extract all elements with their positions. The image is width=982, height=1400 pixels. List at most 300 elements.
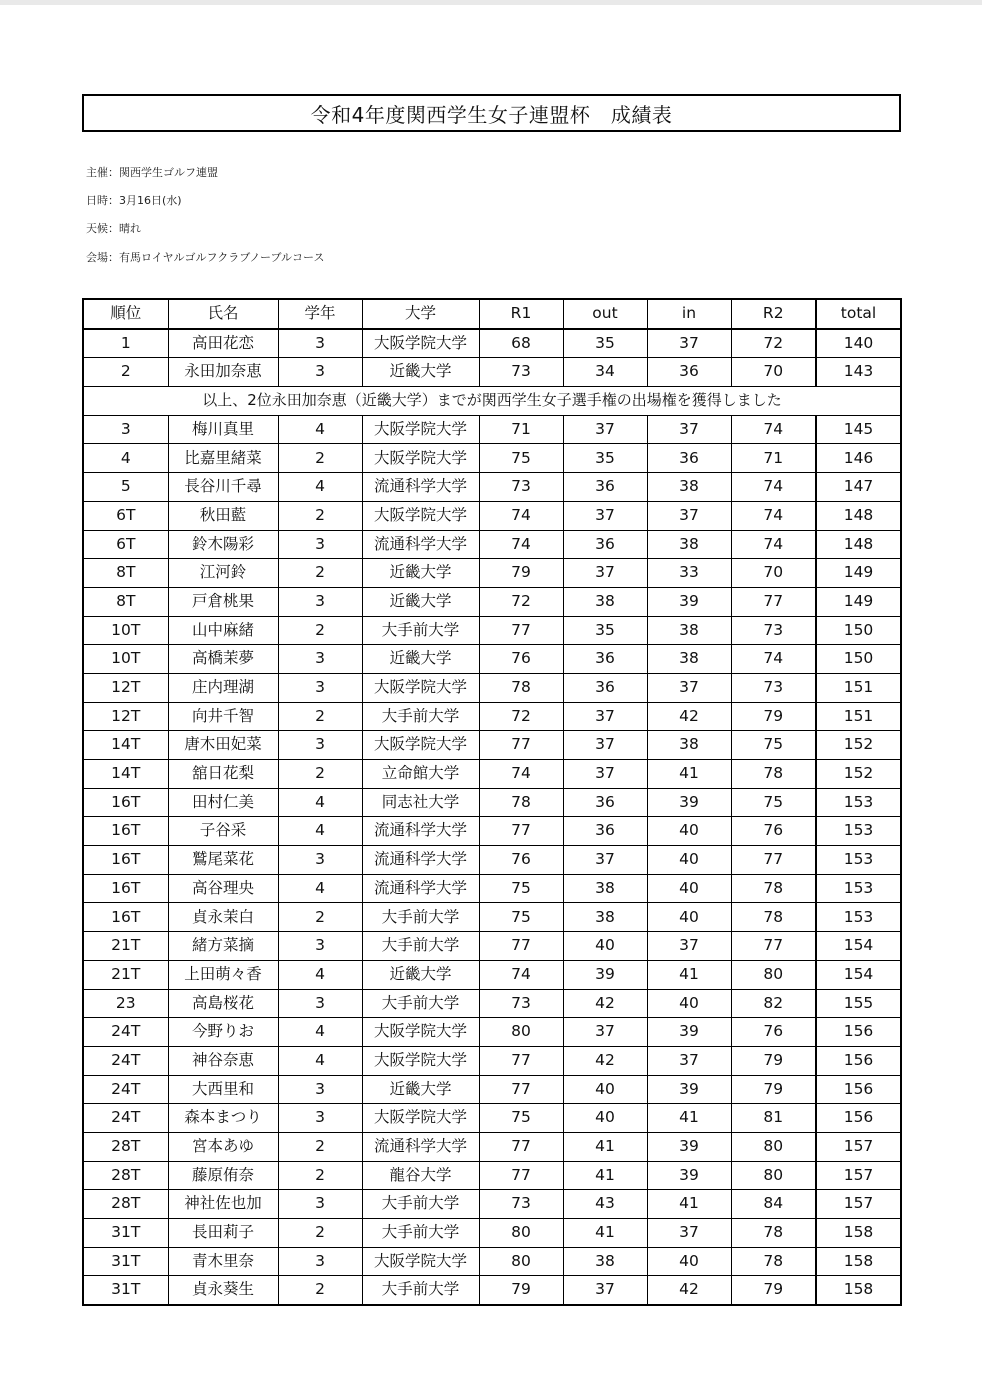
r1-cell: 77: [479, 731, 563, 760]
rank-cell: 10T: [83, 645, 168, 674]
in-cell: 41: [647, 1104, 731, 1133]
r2-cell: 80: [731, 960, 816, 989]
in-cell: 39: [647, 1018, 731, 1047]
rank-cell: 4: [83, 444, 168, 473]
r1-cell: 79: [479, 1276, 563, 1305]
grade-cell: 3: [278, 989, 362, 1018]
organizer-line: 主催：関西学生ゴルフ連盟: [86, 166, 218, 179]
grade-cell: 2: [278, 903, 362, 932]
total-cell: 158: [816, 1247, 901, 1276]
r1-cell: 74: [479, 530, 563, 559]
name-cell: 秋田藍: [168, 501, 278, 530]
rank-cell: 2: [83, 358, 168, 387]
grade-cell: 4: [278, 788, 362, 817]
in-cell: 38: [647, 731, 731, 760]
university-cell: 龍谷大学: [362, 1161, 479, 1190]
university-cell: 流通科学大学: [362, 473, 479, 502]
grade-cell: 3: [278, 587, 362, 616]
in-cell: 40: [647, 1247, 731, 1276]
in-cell: 40: [647, 817, 731, 846]
out-cell: 37: [563, 731, 647, 760]
r2-cell: 74: [731, 645, 816, 674]
r1-cell: 75: [479, 444, 563, 473]
name-cell: 大西里和: [168, 1075, 278, 1104]
grade-cell: 3: [278, 530, 362, 559]
table-row: [83, 415, 901, 444]
table-row: [83, 473, 901, 502]
table-header: [83, 299, 901, 329]
total-cell: 151: [816, 702, 901, 731]
university-cell: 大手前大学: [362, 1190, 479, 1219]
grade-cell: 3: [278, 1104, 362, 1133]
name-cell: 長田莉子: [168, 1219, 278, 1248]
total-cell: 158: [816, 1276, 901, 1305]
out-cell: 40: [563, 1075, 647, 1104]
in-cell: 40: [647, 874, 731, 903]
r2-cell: 82: [731, 989, 816, 1018]
in-cell: 39: [647, 587, 731, 616]
grade-cell: 4: [278, 473, 362, 502]
in-cell: 37: [647, 501, 731, 530]
total-cell: 156: [816, 1104, 901, 1133]
rank-cell: 28T: [83, 1132, 168, 1161]
total-cell: 149: [816, 559, 901, 588]
r1-cell: 76: [479, 846, 563, 875]
total-cell: 155: [816, 989, 901, 1018]
r2-cell: 72: [731, 329, 816, 358]
university-cell: 流通科学大学: [362, 874, 479, 903]
r2-cell: 74: [731, 415, 816, 444]
r1-cell: 80: [479, 1219, 563, 1248]
r2-cell: 74: [731, 473, 816, 502]
out-cell: 42: [563, 1046, 647, 1075]
header-out: out: [563, 299, 647, 329]
name-cell: 藤原侑奈: [168, 1161, 278, 1190]
out-cell: 37: [563, 760, 647, 789]
table-row: [83, 731, 901, 760]
university-cell: 大手前大学: [362, 989, 479, 1018]
rank-cell: 23: [83, 989, 168, 1018]
university-cell: 近畿大学: [362, 1075, 479, 1104]
university-cell: 大阪学院大学: [362, 1247, 479, 1276]
table-row: [83, 846, 901, 875]
total-cell: 153: [816, 874, 901, 903]
university-cell: 大阪学院大学: [362, 731, 479, 760]
name-cell: 緒方菜摘: [168, 932, 278, 961]
university-cell: 大手前大学: [362, 702, 479, 731]
rank-cell: 10T: [83, 616, 168, 645]
header-r2: R2: [731, 299, 816, 329]
out-cell: 36: [563, 817, 647, 846]
total-cell: 148: [816, 530, 901, 559]
r2-cell: 78: [731, 874, 816, 903]
rank-cell: 16T: [83, 817, 168, 846]
total-cell: 140: [816, 329, 901, 358]
rank-cell: 31T: [83, 1247, 168, 1276]
rank-cell: 24T: [83, 1075, 168, 1104]
r2-cell: 78: [731, 760, 816, 789]
table-row: [83, 1046, 901, 1075]
rank-cell: 8T: [83, 559, 168, 588]
table-row: [83, 989, 901, 1018]
table-row: [83, 559, 901, 588]
rank-cell: 14T: [83, 731, 168, 760]
r1-cell: 73: [479, 1190, 563, 1219]
table-row: [83, 501, 901, 530]
name-cell: 子谷采: [168, 817, 278, 846]
total-cell: 148: [816, 501, 901, 530]
table-row: [83, 1276, 901, 1305]
r1-cell: 75: [479, 903, 563, 932]
qualification-note-group: [83, 387, 901, 416]
grade-cell: 2: [278, 501, 362, 530]
header-university: 大学: [362, 299, 479, 329]
r2-cell: 73: [731, 616, 816, 645]
grade-cell: 2: [278, 702, 362, 731]
university-cell: 大阪学院大学: [362, 1046, 479, 1075]
table-row: [83, 587, 901, 616]
r1-cell: 72: [479, 587, 563, 616]
university-cell: 大手前大学: [362, 903, 479, 932]
table-row: [83, 1190, 901, 1219]
header-rank: 順位: [83, 299, 168, 329]
table-row: [83, 960, 901, 989]
in-cell: 42: [647, 1276, 731, 1305]
name-cell: 永田加奈恵: [168, 358, 278, 387]
in-cell: 38: [647, 530, 731, 559]
r1-cell: 78: [479, 673, 563, 702]
r1-cell: 71: [479, 415, 563, 444]
total-cell: 157: [816, 1132, 901, 1161]
rank-cell: 6T: [83, 501, 168, 530]
university-cell: 立命館大学: [362, 760, 479, 789]
r2-cell: 79: [731, 702, 816, 731]
in-cell: 36: [647, 444, 731, 473]
results-table: [82, 298, 902, 1306]
rank-cell: 16T: [83, 903, 168, 932]
header-in: in: [647, 299, 731, 329]
table-row: [83, 874, 901, 903]
grade-cell: 2: [278, 1276, 362, 1305]
out-cell: 41: [563, 1132, 647, 1161]
total-cell: 154: [816, 932, 901, 961]
grade-cell: 3: [278, 1075, 362, 1104]
grade-cell: 2: [278, 1132, 362, 1161]
out-cell: 37: [563, 1018, 647, 1047]
grade-cell: 3: [278, 1247, 362, 1276]
rank-cell: 21T: [83, 932, 168, 961]
table-row: [83, 932, 901, 961]
out-cell: 38: [563, 1247, 647, 1276]
r1-cell: 77: [479, 1046, 563, 1075]
r2-cell: 70: [731, 358, 816, 387]
table-row: [83, 530, 901, 559]
in-cell: 33: [647, 559, 731, 588]
r2-cell: 73: [731, 673, 816, 702]
r1-cell: 72: [479, 702, 563, 731]
rank-cell: 16T: [83, 846, 168, 875]
name-cell: 山中麻緒: [168, 616, 278, 645]
rank-cell: 5: [83, 473, 168, 502]
rank-cell: 24T: [83, 1018, 168, 1047]
table-row: [83, 702, 901, 731]
in-cell: 37: [647, 932, 731, 961]
r1-cell: 80: [479, 1247, 563, 1276]
header-grade: 学年: [278, 299, 362, 329]
university-cell: 同志社大学: [362, 788, 479, 817]
header-row: [83, 299, 901, 329]
in-cell: 37: [647, 415, 731, 444]
name-cell: 神谷奈恵: [168, 1046, 278, 1075]
university-cell: 流通科学大学: [362, 846, 479, 875]
out-cell: 38: [563, 587, 647, 616]
top-edge: [0, 0, 982, 5]
rank-cell: 3: [83, 415, 168, 444]
rank-cell: 12T: [83, 702, 168, 731]
total-cell: 153: [816, 817, 901, 846]
r1-cell: 77: [479, 1075, 563, 1104]
in-cell: 37: [647, 1046, 731, 1075]
name-cell: 戸倉桃果: [168, 587, 278, 616]
r2-cell: 76: [731, 817, 816, 846]
out-cell: 35: [563, 329, 647, 358]
r2-cell: 79: [731, 1046, 816, 1075]
name-cell: 高橋茉夢: [168, 645, 278, 674]
university-cell: 大阪学院大学: [362, 673, 479, 702]
r2-cell: 77: [731, 932, 816, 961]
grade-cell: 2: [278, 444, 362, 473]
rank-cell: 14T: [83, 760, 168, 789]
name-cell: 比嘉里緒菜: [168, 444, 278, 473]
grade-cell: 4: [278, 415, 362, 444]
r2-cell: 79: [731, 1276, 816, 1305]
total-cell: 157: [816, 1190, 901, 1219]
in-cell: 40: [647, 846, 731, 875]
grade-cell: 3: [278, 1190, 362, 1219]
r2-cell: 79: [731, 1075, 816, 1104]
r1-cell: 77: [479, 1161, 563, 1190]
name-cell: 田村仁美: [168, 788, 278, 817]
r1-cell: 73: [479, 473, 563, 502]
r2-cell: 71: [731, 444, 816, 473]
table-row: [83, 358, 901, 387]
r1-cell: 74: [479, 501, 563, 530]
out-cell: 37: [563, 559, 647, 588]
university-cell: 大阪学院大学: [362, 1104, 479, 1133]
r2-cell: 74: [731, 530, 816, 559]
rank-cell: 28T: [83, 1161, 168, 1190]
weather-line: 天候：晴れ: [86, 222, 141, 235]
total-cell: 152: [816, 760, 901, 789]
r1-cell: 76: [479, 645, 563, 674]
in-cell: 39: [647, 1132, 731, 1161]
total-cell: 145: [816, 415, 901, 444]
table-row: [83, 1104, 901, 1133]
table-row: [83, 1219, 901, 1248]
total-cell: 154: [816, 960, 901, 989]
in-cell: 38: [647, 616, 731, 645]
table-row: [83, 1161, 901, 1190]
out-cell: 43: [563, 1190, 647, 1219]
rank-cell: 16T: [83, 874, 168, 903]
name-cell: 宮本あゆ: [168, 1132, 278, 1161]
rank-cell: 31T: [83, 1276, 168, 1305]
rank-cell: 1: [83, 329, 168, 358]
r2-cell: 77: [731, 587, 816, 616]
r2-cell: 80: [731, 1132, 816, 1161]
in-cell: 40: [647, 903, 731, 932]
in-cell: 41: [647, 960, 731, 989]
rank-cell: 16T: [83, 788, 168, 817]
out-cell: 41: [563, 1161, 647, 1190]
total-cell: 151: [816, 673, 901, 702]
out-cell: 40: [563, 1104, 647, 1133]
r2-cell: 76: [731, 1018, 816, 1047]
out-cell: 35: [563, 444, 647, 473]
table-row: [83, 1075, 901, 1104]
total-cell: 149: [816, 587, 901, 616]
university-cell: 大阪学院大学: [362, 444, 479, 473]
name-cell: 唐木田妃菜: [168, 731, 278, 760]
total-cell: 147: [816, 473, 901, 502]
table-row: [83, 760, 901, 789]
r1-cell: 75: [479, 874, 563, 903]
out-cell: 41: [563, 1219, 647, 1248]
out-cell: 40: [563, 932, 647, 961]
in-cell: 42: [647, 702, 731, 731]
out-cell: 37: [563, 1276, 647, 1305]
table-row: [83, 1247, 901, 1276]
name-cell: 森本まつり: [168, 1104, 278, 1133]
total-cell: 143: [816, 358, 901, 387]
name-cell: 貞永葵生: [168, 1276, 278, 1305]
rank-cell: 24T: [83, 1104, 168, 1133]
in-cell: 40: [647, 989, 731, 1018]
grade-cell: 2: [278, 760, 362, 789]
grade-cell: 4: [278, 960, 362, 989]
r2-cell: 74: [731, 501, 816, 530]
total-cell: 153: [816, 846, 901, 875]
grade-cell: 3: [278, 846, 362, 875]
out-cell: 39: [563, 960, 647, 989]
out-cell: 34: [563, 358, 647, 387]
r1-cell: 77: [479, 817, 563, 846]
university-cell: 流通科学大学: [362, 530, 479, 559]
rank-cell: 6T: [83, 530, 168, 559]
out-cell: 36: [563, 473, 647, 502]
r2-cell: 84: [731, 1190, 816, 1219]
grade-cell: 4: [278, 817, 362, 846]
r1-cell: 79: [479, 559, 563, 588]
table-row: [83, 1132, 901, 1161]
grade-cell: 4: [278, 874, 362, 903]
r1-cell: 77: [479, 616, 563, 645]
name-cell: 神社佐也加: [168, 1190, 278, 1219]
name-cell: 舘日花梨: [168, 760, 278, 789]
header-total: total: [816, 299, 901, 329]
rank-cell: 31T: [83, 1219, 168, 1248]
out-cell: 38: [563, 903, 647, 932]
grade-cell: 2: [278, 1219, 362, 1248]
qualification-note: 以上、2位永田加奈恵（近畿大学）までが関西学生女子選手権の出場権を獲得しました: [83, 387, 901, 416]
in-cell: 41: [647, 760, 731, 789]
name-cell: 上田萌々香: [168, 960, 278, 989]
name-cell: 今野りお: [168, 1018, 278, 1047]
in-cell: 39: [647, 788, 731, 817]
out-cell: 37: [563, 501, 647, 530]
grade-cell: 3: [278, 645, 362, 674]
in-cell: 38: [647, 645, 731, 674]
in-cell: 37: [647, 673, 731, 702]
grade-cell: 3: [278, 932, 362, 961]
name-cell: 青木里奈: [168, 1247, 278, 1276]
in-cell: 41: [647, 1190, 731, 1219]
table-row: [83, 616, 901, 645]
university-cell: 大手前大学: [362, 616, 479, 645]
out-cell: 37: [563, 415, 647, 444]
remaining-rows: [83, 415, 901, 1305]
grade-cell: 2: [278, 616, 362, 645]
grade-cell: 2: [278, 559, 362, 588]
r2-cell: 77: [731, 846, 816, 875]
r2-cell: 81: [731, 1104, 816, 1133]
grade-cell: 4: [278, 1046, 362, 1075]
grade-cell: 3: [278, 673, 362, 702]
out-cell: 36: [563, 673, 647, 702]
name-cell: 江河鈴: [168, 559, 278, 588]
in-cell: 37: [647, 1219, 731, 1248]
rank-cell: 21T: [83, 960, 168, 989]
total-cell: 152: [816, 731, 901, 760]
name-cell: 高田花恋: [168, 329, 278, 358]
r2-cell: 75: [731, 788, 816, 817]
r1-cell: 74: [479, 960, 563, 989]
name-cell: 庄内理湖: [168, 673, 278, 702]
in-cell: 38: [647, 473, 731, 502]
table-row: [83, 673, 901, 702]
university-cell: 近畿大学: [362, 587, 479, 616]
university-cell: 近畿大学: [362, 645, 479, 674]
r1-cell: 78: [479, 788, 563, 817]
out-cell: 36: [563, 788, 647, 817]
top-rows: [83, 329, 901, 387]
grade-cell: 3: [278, 329, 362, 358]
university-cell: 大手前大学: [362, 1276, 479, 1305]
out-cell: 36: [563, 645, 647, 674]
table-row: [83, 817, 901, 846]
in-cell: 39: [647, 1075, 731, 1104]
out-cell: 42: [563, 989, 647, 1018]
total-cell: 153: [816, 788, 901, 817]
university-cell: 大手前大学: [362, 932, 479, 961]
out-cell: 36: [563, 530, 647, 559]
out-cell: 37: [563, 702, 647, 731]
table-row: [83, 329, 901, 358]
grade-cell: 3: [278, 358, 362, 387]
total-cell: 153: [816, 903, 901, 932]
r1-cell: 73: [479, 989, 563, 1018]
total-cell: 158: [816, 1219, 901, 1248]
name-cell: 高谷理央: [168, 874, 278, 903]
grade-cell: 3: [278, 731, 362, 760]
university-cell: 大手前大学: [362, 1219, 479, 1248]
university-cell: 近畿大学: [362, 358, 479, 387]
out-cell: 37: [563, 846, 647, 875]
r1-cell: 80: [479, 1018, 563, 1047]
r2-cell: 78: [731, 1247, 816, 1276]
r1-cell: 68: [479, 329, 563, 358]
rank-cell: 8T: [83, 587, 168, 616]
